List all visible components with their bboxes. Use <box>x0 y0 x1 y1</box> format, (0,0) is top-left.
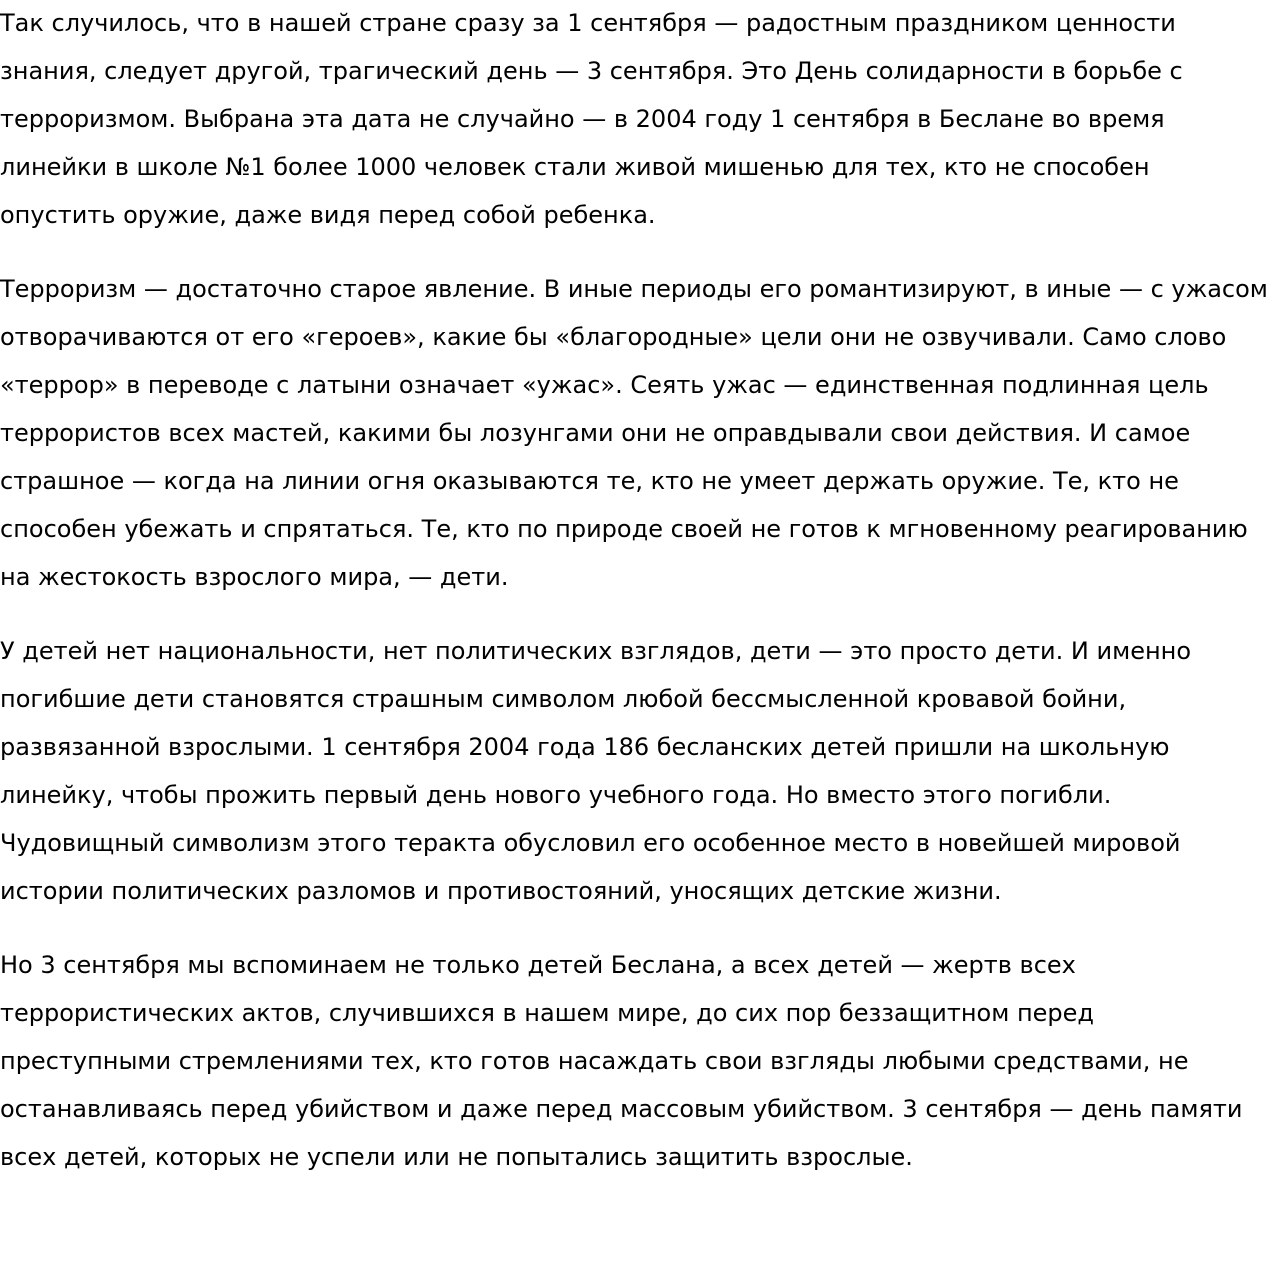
article-paragraph: Терроризм — достаточно старое явление. В иные периоды его романтизируют, в иные — с ужасом отворачиваются от его «героев», какие бы «благородные» цели они не озвучивали. Само слово «террор» в переводе с латыни означает «ужас». Сеять ужас — единственная подлинная цель террористов всех мастей, какими бы лозунгами они не оправдывали свои действия. И самое страшное — когда на линии огня оказываются те, кто не умеет держать оружие. Те, кто не способен убежать и спрятаться. Те, кто по природе своей не готов к мгновенному реагированию на жестокость взрослого мира, — дети. <box>0 275 1268 591</box>
article-paragraph: Но 3 сентября мы вспоминаем не только детей Беслана, а всех детей — жертв всех террористических актов, случившихся в нашем мире, до сих пор беззащитном перед преступными стремлениями тех, кто готов насаждать свои взгляды любыми средствами, не останавливаясь перед убийством и даже перед массовым убийством. 3 сентября — день памяти всех детей, которых не успели или не попытались защитить взрослые. <box>0 951 1243 1171</box>
article-paragraph: У детей нет национальности, нет политических взглядов, дети — это просто дети. И именно погибшие дети становятся страшным символом любой бессмысленной кровавой бойни, развязанной взрослыми. 1 сентября 2004 года 186 бесланских детей пришли на школьную линейку, чтобы прожить первый день нового учебного года. Но вместо этого погибли. Чудовищный символизм этого теракта обусловил его особенное место в новейшей мировой истории политических разломов и противостояний, уносящих детские жизни. <box>0 637 1192 905</box>
article-paragraph: Так случилось, что в нашей стране сразу за 1 сентября — радостным праздником ценности знания, следует другой, трагический день — 3 сентября. Это День солидарности в борьбе с терроризмом. Выбрана эта дата не случайно — в 2004 году 1 сентября в Беслане во время линейки в школе №1 более 1000 человек стали живой мишенью для тех, кто не способен опустить оружие, даже видя перед собой ребенка. <box>0 9 1183 229</box>
